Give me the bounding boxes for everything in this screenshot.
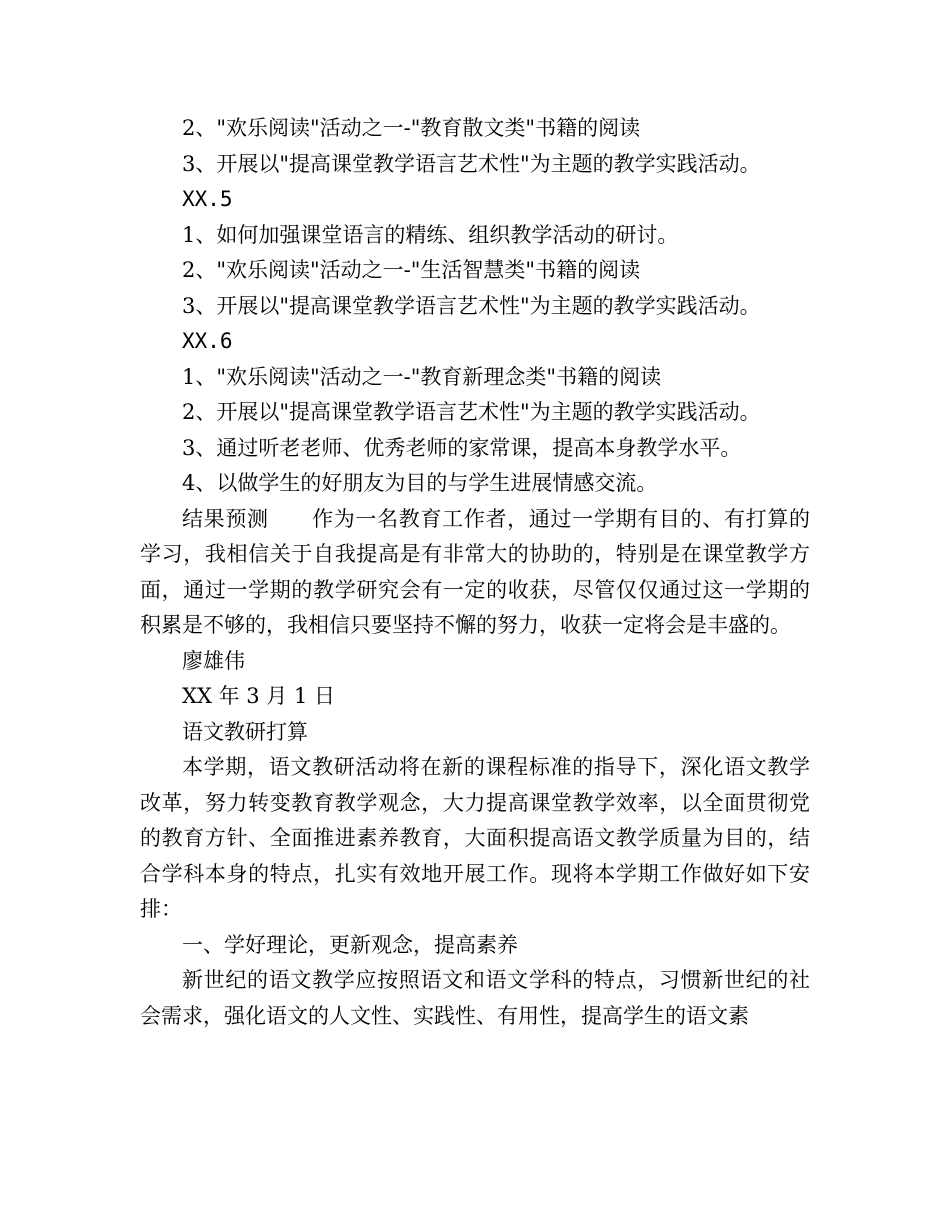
document-title: 语文教研打算 (182, 719, 308, 744)
section-date: XX.5 (182, 187, 233, 211)
section-date: XX.6 (182, 329, 233, 353)
document-date: XX 年 3 月 1 日 (182, 684, 335, 708)
paragraph-body: 新世纪的语文教学应按照语文和语文学科的特点，习惯新世纪的社会需求，强化语文的人文性、实践性、有用性，提高学生的语文素 (140, 968, 810, 1028)
list-item: 3、通过听老老师、优秀老师的家常课，提高本身教学水平。 (182, 435, 742, 460)
list-item: 3、开展以"提高课堂教学语言艺术性"为主题的教学实践活动。 (182, 293, 761, 318)
list-item: 4、以做学生的好朋友为目的与学生进展情感交流。 (182, 471, 658, 495)
document-page (140, 111, 810, 1034)
list-item: 2、"欢乐阅读"活动之一-"教育散文类"书籍的阅读 (182, 116, 641, 140)
list-item: 2、开展以"提高课堂教学语言艺术性"为主题的教学实践活动。 (182, 400, 761, 424)
list-item: 2、"欢乐阅读"活动之一-"生活智慧类"书籍的阅读 (182, 258, 641, 282)
list-item: 3、开展以"提高课堂教学语言艺术性"为主题的教学实践活动。 (182, 151, 761, 176)
section-heading: 一、学好理论，更新观念，提高素养 (182, 932, 518, 957)
list-item: 1、"欢乐阅读"活动之一-"教育新理念类"书籍的阅读 (182, 364, 662, 389)
list-item: 1、如何加强课堂语言的精练、组织教学活动的研讨。 (182, 222, 679, 247)
paragraph-outcome: 结果预测 作为一名教育工作者，通过一学期有目的、有打算的学习，我相信关于自我提高是有非常大的协助的，特别是在课堂教学方面，通过一学期的教学研究会有一定的收获，尽管仅仅通过这一学期的积累是不够的，我相信只要坚持不懈的努力，收获一定将会是丰盛的。 (140, 506, 810, 637)
author-name: 廖雄伟 (182, 648, 245, 673)
paragraph-intro: 本学期，语文教研活动将在新的课程标准的指导下，深化语文教学改革，努力转变教育教学观念，大力提高课堂教学效率，以全面贯彻党的教育方针、全面推进素养教育，大面积提高语文教学质量为目的，结合学科本身的特点，扎实有效地开展工作。现将本学期工作做好如下安排： (140, 755, 810, 921)
